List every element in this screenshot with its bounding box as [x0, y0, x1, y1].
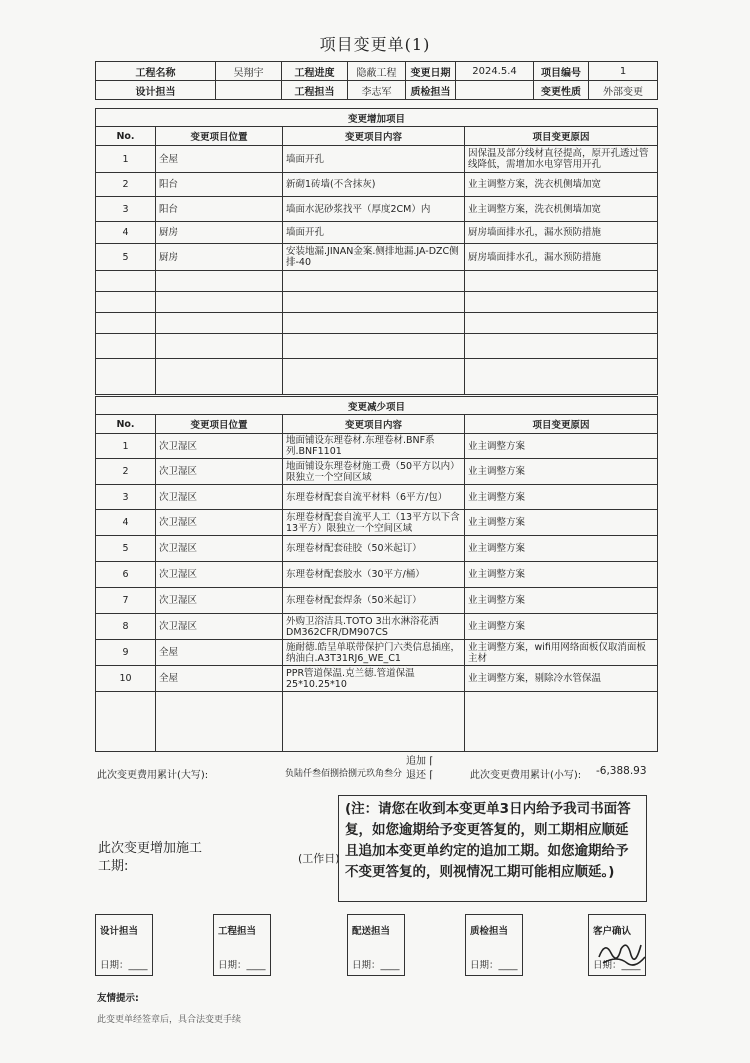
- column-header: No.: [96, 415, 156, 434]
- row-number: 5: [96, 536, 156, 562]
- row-location: 次卫湿区: [156, 434, 283, 459]
- row-reason: 业主调整方案: [465, 485, 658, 510]
- row-location: 全屋: [156, 146, 283, 173]
- row-reason: 业主调整方案: [465, 614, 658, 640]
- empty-cell: [156, 313, 283, 334]
- empty-row: [96, 292, 658, 313]
- total-upper-label: 此次变更费用累计(大写):: [97, 770, 209, 781]
- empty-cell: [156, 334, 283, 359]
- column-header: 变更项目位置: [156, 415, 283, 434]
- tips-title: 友情提示:: [97, 993, 139, 1004]
- header-value: 1: [589, 62, 658, 81]
- row-number: 1: [96, 146, 156, 173]
- signature-title: 设计担当: [100, 926, 139, 937]
- empty-cell: [96, 313, 156, 334]
- checkbox-icon[interactable]: ⌈: [429, 756, 434, 767]
- workday-unit: (工作日): [298, 852, 340, 865]
- row-content: 东理卷材配套焊条（50米起订）: [283, 588, 465, 614]
- empty-cell: [283, 271, 465, 292]
- header-value: 吴翔宇: [216, 62, 282, 81]
- row-reason: 业主调整方案: [465, 510, 658, 536]
- empty-row: [96, 313, 658, 334]
- table-row: [96, 197, 658, 222]
- empty-cell: [156, 359, 283, 395]
- row-location: 次卫湿区: [156, 485, 283, 510]
- signature-box-design[interactable]: [95, 914, 153, 976]
- empty-cell: [465, 313, 658, 334]
- table-row: [96, 666, 658, 692]
- signature-box-engineering[interactable]: [213, 914, 271, 976]
- header-value: [216, 81, 282, 100]
- section-title: 变更增加项目: [96, 109, 658, 127]
- empty-cell: [156, 271, 283, 292]
- tips-text: 此变更单经签章后，具合法变更手续: [97, 1015, 242, 1025]
- column-header: 项目变更原因: [465, 415, 658, 434]
- empty-cell: [283, 692, 465, 752]
- row-location: 次卫湿区: [156, 510, 283, 536]
- row-number: 3: [96, 197, 156, 222]
- row-reason: 业主调整方案，wifi用网络面板仅取消面板主材: [465, 640, 658, 666]
- row-number: 4: [96, 510, 156, 536]
- row-number: 10: [96, 666, 156, 692]
- header-label: 设计担当: [96, 81, 216, 100]
- table-row: [96, 536, 658, 562]
- row-location: 次卫湿区: [156, 614, 283, 640]
- table-row: [96, 434, 658, 459]
- table-row: [96, 562, 658, 588]
- row-content: 东理卷材配套自流平材料（6平方/包）: [283, 485, 465, 510]
- section-title: 变更减少项目: [96, 397, 658, 415]
- empty-cell: [465, 359, 658, 395]
- row-reason: 因保温及部分线材直径提高，原开孔透过管线降低，需增加水电穿管用开孔: [465, 146, 658, 173]
- row-number: 3: [96, 485, 156, 510]
- row-location: 阳台: [156, 173, 283, 197]
- total-upper-value: 负陆仟叁佰捌拾捌元玖角叁分: [285, 769, 403, 779]
- empty-cell: [96, 292, 156, 313]
- row-content: 墙面开孔: [283, 222, 465, 244]
- checkbox-icon[interactable]: ⌈: [429, 770, 434, 781]
- table-row: [96, 640, 658, 666]
- row-content: PPR管道保温.克兰德.管道保温25*10.25*10: [283, 666, 465, 692]
- empty-row: [96, 692, 658, 752]
- row-content: 墙面水泥砂浆找平（厚度2CM）内: [283, 197, 465, 222]
- row-reason: 厨房墙面排水孔，漏水预防措施: [465, 244, 658, 271]
- row-content: 东理卷材配套胶水（30平方/桶）: [283, 562, 465, 588]
- row-content: 施耐德.皓呈单联带保护门六类信息插座，纳油白.A3T31RJ6_WE_C1: [283, 640, 465, 666]
- add-work-line2: 工期:: [98, 859, 129, 874]
- signature-title: 质检担当: [470, 926, 509, 937]
- empty-cell: [465, 334, 658, 359]
- header-value: 外部变更: [589, 81, 658, 100]
- empty-cell: [156, 692, 283, 752]
- total-lower-label: 此次变更费用累计(小写):: [470, 770, 582, 781]
- signature-title: 配送担当: [352, 926, 391, 937]
- empty-cell: [465, 692, 658, 752]
- row-reason: 业主调整方案: [465, 588, 658, 614]
- row-content: 安装地漏.JINAN金案.侧排地漏.JA-DZC侧排-40: [283, 244, 465, 271]
- row-reason: 业主调整方案，洗衣机侧墙加宽: [465, 173, 658, 197]
- row-reason: 业主调整方案: [465, 434, 658, 459]
- row-reason: 业主调整方案: [465, 536, 658, 562]
- row-number: 4: [96, 222, 156, 244]
- header-label: 工程进度: [282, 62, 348, 81]
- row-content: 墙面开孔: [283, 146, 465, 173]
- row-number: 1: [96, 434, 156, 459]
- row-number: 5: [96, 244, 156, 271]
- row-content: 东理卷材配套自流平人工（13平方以下含13平方）限独立一个空间区域: [283, 510, 465, 536]
- header-label: 变更日期: [406, 62, 456, 81]
- header-label: 工程名称: [96, 62, 216, 81]
- signature-date: 日期：____: [218, 960, 266, 971]
- table-row: [96, 588, 658, 614]
- header-value: [456, 81, 534, 100]
- empty-row: [96, 359, 658, 395]
- signature-title: 工程担当: [218, 926, 257, 937]
- total-lower-value: -6,388.93: [596, 765, 647, 777]
- empty-cell: [96, 359, 156, 395]
- table-row: [96, 459, 658, 485]
- row-number: 2: [96, 173, 156, 197]
- table-row: [96, 173, 658, 197]
- signature-title: 客户确认: [593, 926, 632, 937]
- header-label: 项目编号: [534, 62, 589, 81]
- table-row: [96, 614, 658, 640]
- signature-box-qc[interactable]: [465, 914, 523, 976]
- add-refund-options: [406, 755, 433, 783]
- row-reason: 业主调整方案，洗衣机侧墙加宽: [465, 197, 658, 222]
- empty-cell: [283, 292, 465, 313]
- empty-row: [96, 334, 658, 359]
- row-number: 8: [96, 614, 156, 640]
- row-reason: 业主调整方案，剔除冷水管保温: [465, 666, 658, 692]
- signature-date: 日期：____: [593, 960, 641, 971]
- table-row: [96, 510, 658, 536]
- column-header: No.: [96, 127, 156, 146]
- row-number: 2: [96, 459, 156, 485]
- column-header: 项目变更原因: [465, 127, 658, 146]
- row-location: 厨房: [156, 244, 283, 271]
- notice-box: (注：请您在收到本变更单3日内给予我司书面答复，如您逾期给予变更答复的，则工期相应顺延且追加本变更单约定的追加工期。如您逾期给予不变更答复的，则视情况工期可能相应顺延。): [338, 795, 647, 902]
- header-value: 隐蔽工程: [348, 62, 406, 81]
- reduce-items-table: [95, 396, 658, 752]
- header-label: 变更性质: [534, 81, 589, 100]
- table-row: [96, 146, 658, 173]
- row-location: 次卫湿区: [156, 459, 283, 485]
- table-row: [96, 244, 658, 271]
- add-work-line1: 此次变更增加施工: [98, 841, 203, 856]
- empty-cell: [283, 313, 465, 334]
- row-location: 次卫湿区: [156, 562, 283, 588]
- row-reason: 业主调整方案: [465, 459, 658, 485]
- signature-box-customer[interactable]: [588, 914, 646, 976]
- column-header: 变更项目内容: [283, 415, 465, 434]
- table-row: [96, 222, 658, 244]
- row-content: 外购卫浴洁具.TOTO 3出水淋浴花洒DM362CFR/DM907CS: [283, 614, 465, 640]
- row-location: 全屋: [156, 666, 283, 692]
- row-location: 次卫湿区: [156, 536, 283, 562]
- column-header: 变更项目内容: [283, 127, 465, 146]
- row-reason: 业主调整方案: [465, 562, 658, 588]
- add-items-table: [95, 108, 658, 395]
- row-content: 新砌1砖墙(不含抹灰): [283, 173, 465, 197]
- empty-cell: [96, 271, 156, 292]
- signature-date: 日期：____: [470, 960, 518, 971]
- row-number: 7: [96, 588, 156, 614]
- add-label: 追加: [406, 756, 426, 767]
- refund-label: 退还: [406, 770, 426, 781]
- row-reason: 厨房墙面排水孔，漏水预防措施: [465, 222, 658, 244]
- empty-row: [96, 271, 658, 292]
- add-work-label: [98, 840, 202, 876]
- row-content: 地面铺设东理卷材施工费（50平方以内）限独立一个空间区域: [283, 459, 465, 485]
- row-content: 东理卷材配套硅胶（50米起订）: [283, 536, 465, 562]
- row-number: 9: [96, 640, 156, 666]
- empty-cell: [96, 334, 156, 359]
- empty-cell: [156, 292, 283, 313]
- header-value: 李志军: [348, 81, 406, 100]
- empty-cell: [96, 692, 156, 752]
- header-value: 2024.5.4: [456, 62, 534, 81]
- row-location: 次卫湿区: [156, 588, 283, 614]
- row-number: 6: [96, 562, 156, 588]
- empty-cell: [465, 271, 658, 292]
- header-table: [95, 61, 658, 100]
- table-row: [96, 485, 658, 510]
- empty-cell: [465, 292, 658, 313]
- row-location: 厨房: [156, 222, 283, 244]
- signature-date: 日期：____: [100, 960, 148, 971]
- row-location: 全屋: [156, 640, 283, 666]
- row-content: 地面铺设东理卷材.东理卷材.BNF系列.BNF1101: [283, 434, 465, 459]
- row-location: 阳台: [156, 197, 283, 222]
- column-header: 变更项目位置: [156, 127, 283, 146]
- header-label: 工程担当: [282, 81, 348, 100]
- empty-cell: [283, 334, 465, 359]
- header-label: 质检担当: [406, 81, 456, 100]
- page-title: 项目变更单(1): [319, 35, 431, 54]
- signature-date: 日期：____: [352, 960, 400, 971]
- signature-box-delivery[interactable]: [347, 914, 405, 976]
- empty-cell: [283, 359, 465, 395]
